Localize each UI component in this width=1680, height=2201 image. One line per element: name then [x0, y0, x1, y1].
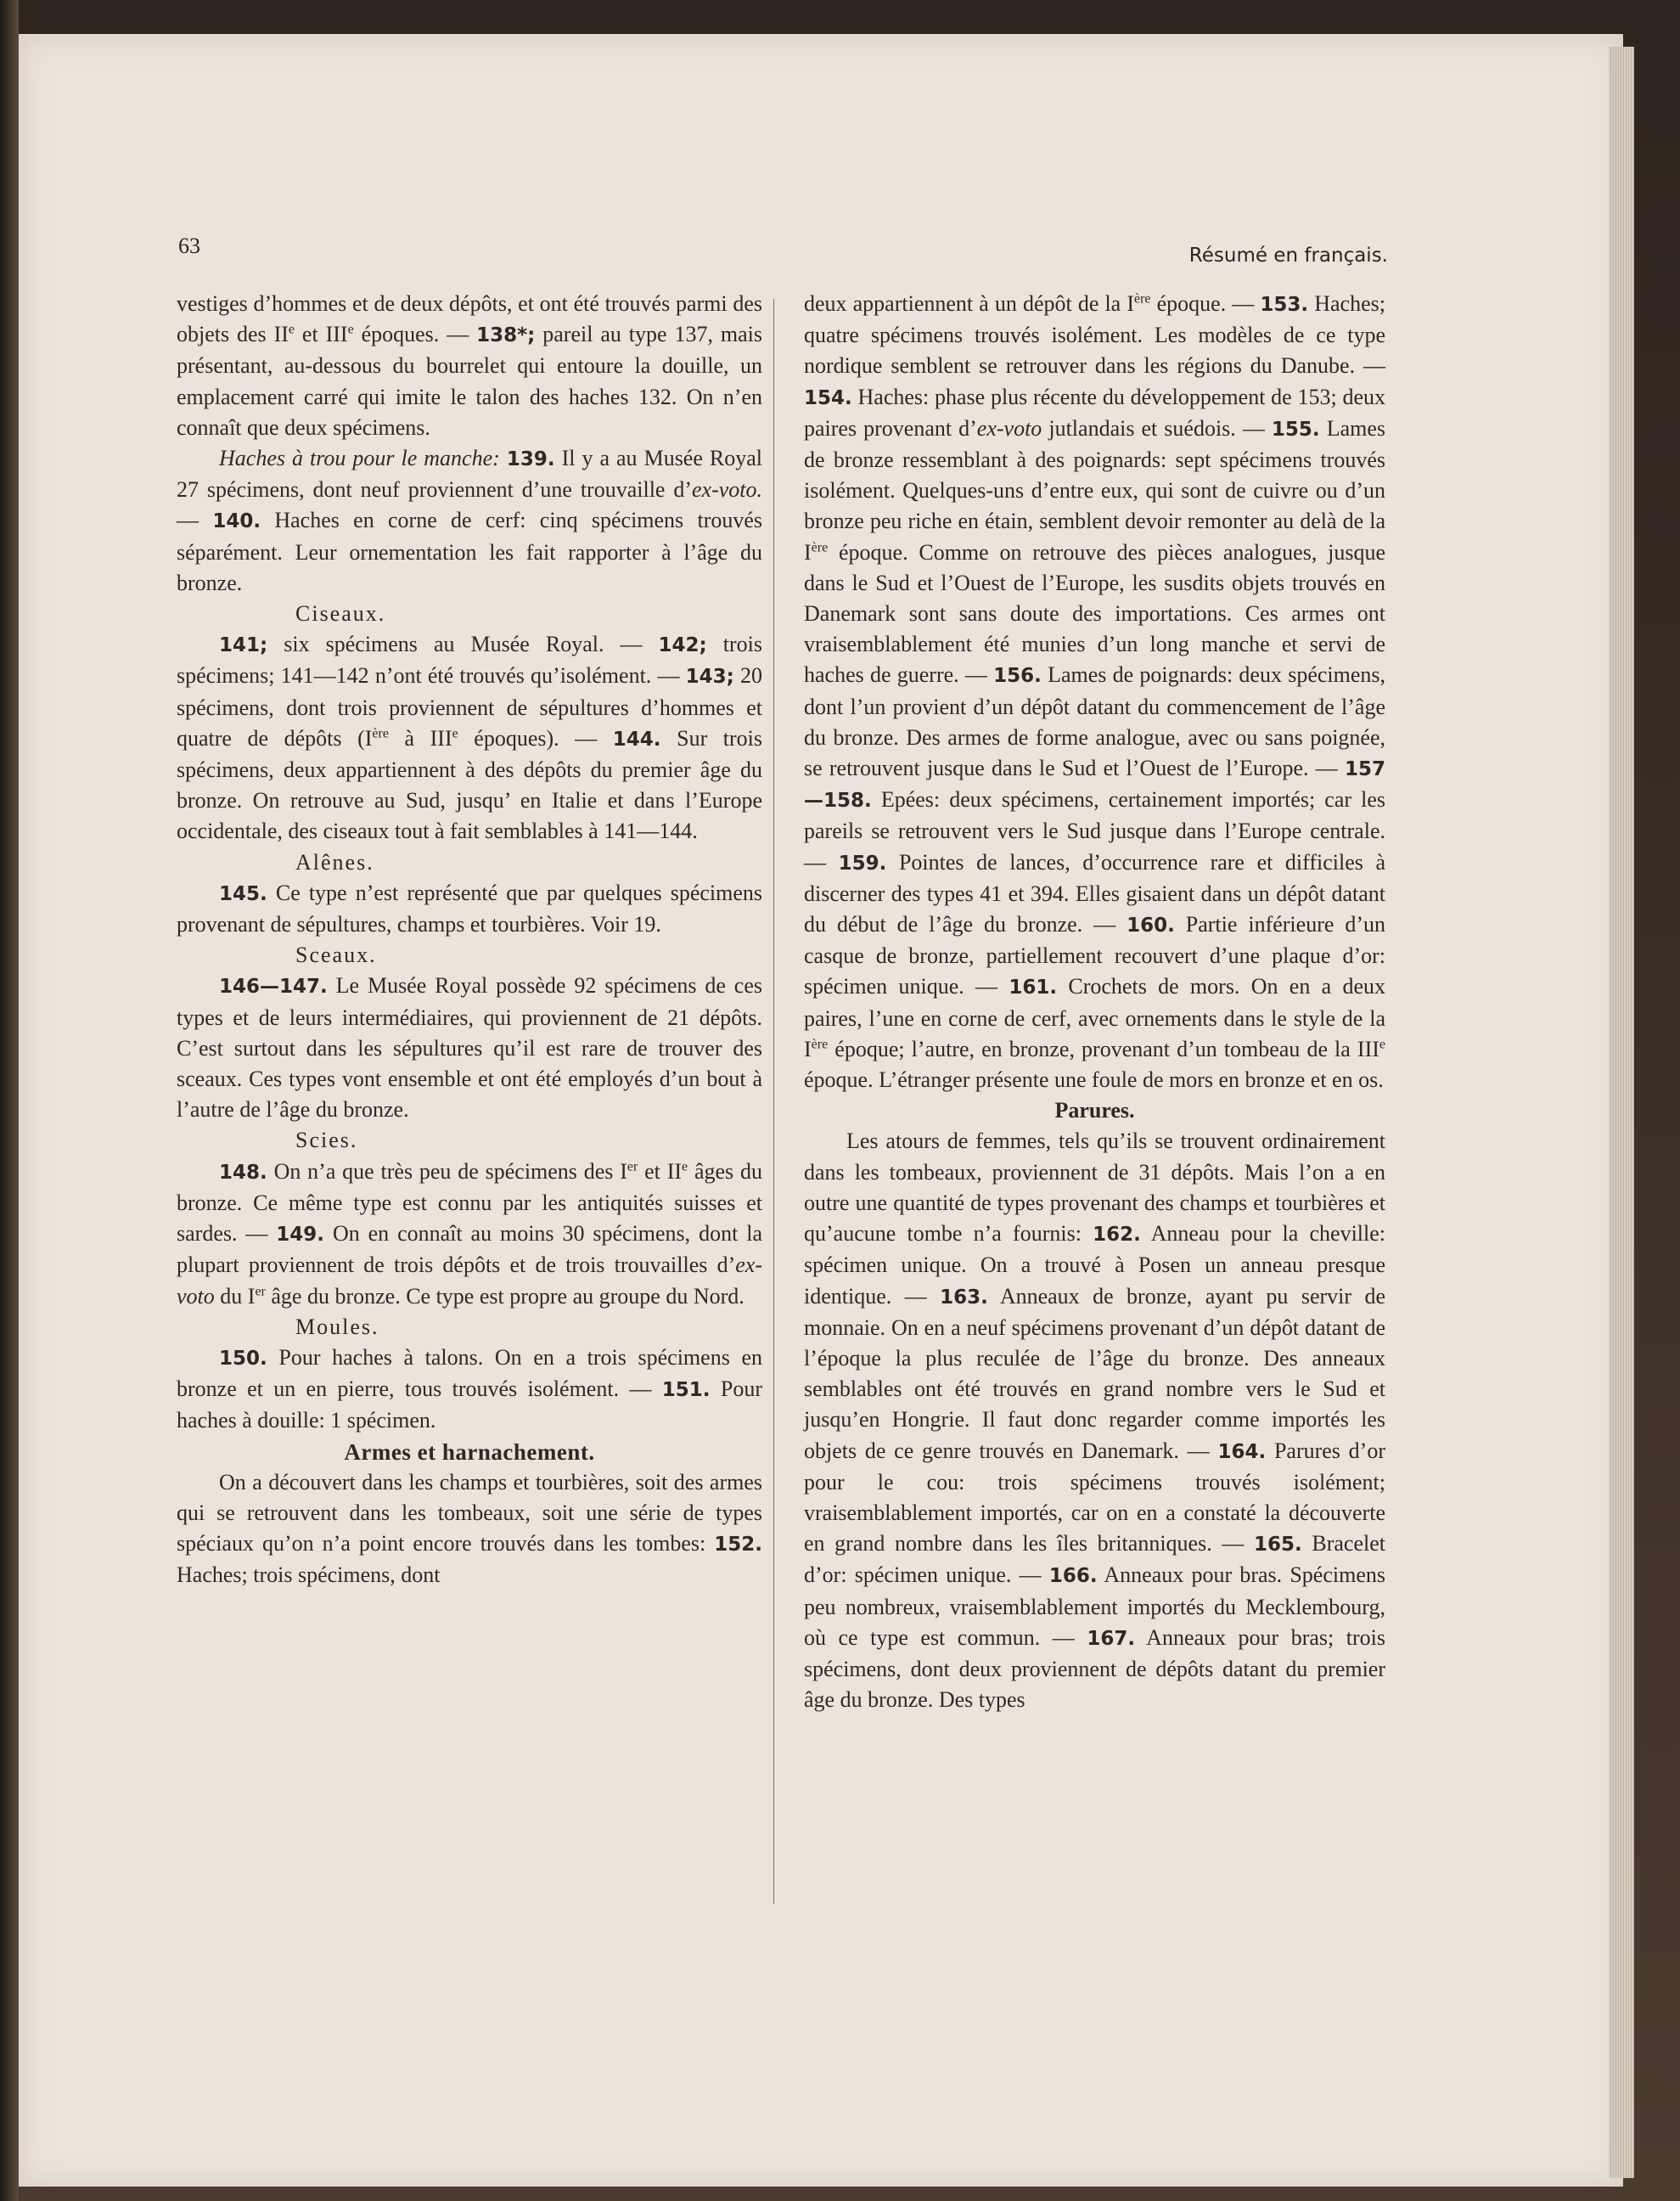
text-run: — — [177, 508, 213, 533]
paragraph — [804, 1126, 1385, 1715]
superscript: ère — [811, 1037, 829, 1052]
text-run: époques. — — [353, 322, 477, 347]
text-run: Sur trois spécimens, deux appartiennent à des dépôts du premier âge du bronze. On retrouve au Sud, jusqu’ en Italie et dans l’Europe occidentale, des ciseaux tout à fait semblables à 141—144. — [177, 725, 763, 844]
text-run: vestiges d’hommes et de deux dépôts, et ont été trouvés parmi des objets des II — [177, 291, 762, 347]
page-stack-edges — [1609, 47, 1634, 2178]
section-heading — [177, 1312, 762, 1343]
superscript: e — [288, 322, 295, 337]
right-column — [804, 289, 1385, 1715]
italic-text: ex-voto — [976, 415, 1042, 441]
item-number: 159. — [838, 852, 887, 875]
paragraph — [177, 289, 762, 443]
text-run: Pour haches à talons. On en a trois spécimens en bronze et un en pierre, tous trouvés isolément. — — [177, 1344, 762, 1402]
text-run: Ciseaux. — [295, 601, 386, 627]
text-run: On a découvert dans les champs et tourbières, soit des armes qui se retrouvent dans les tombeaux, soit une série de types spéciaux qu’on n’a point encore trouvés dans les tombes: — [177, 1469, 762, 1556]
text-run: Alênes. — [295, 849, 374, 875]
text-run: et II — [638, 1158, 683, 1184]
paragraph — [177, 1467, 762, 1591]
superscript: e — [682, 1159, 688, 1174]
item-number: 153. — [1260, 294, 1309, 316]
text-run: époque; l’autre, en bronze, provenant d’un tombeau de la III — [828, 1036, 1379, 1061]
item-number: 152. — [714, 1534, 762, 1556]
text-run: Scies. — [295, 1128, 358, 1153]
section-heading — [177, 847, 762, 878]
item-number: 138*; — [476, 324, 536, 347]
text-run: âges du bronze. Ce même type est connu par les antiquités suisses et sardes. — — [177, 1158, 762, 1247]
item-number: 155. — [1271, 418, 1320, 441]
text-run — [500, 446, 507, 470]
italic-text: ex-voto — [177, 1252, 762, 1309]
text-run: Lames de bronze ressemblant à des poignards: sept spécimens trouvés isolément. Quelques-uns d’entre eux, qui sont de cuivre ou d’un bronze peu riche en étain, semblent devoir remonter au delà de la I — [804, 415, 1386, 565]
text-run: Crochets de mors. On en a deux paires, l’une en corne de cerf, avec ornements dans le style de la I — [804, 974, 1386, 1061]
item-number: 151. — [661, 1379, 711, 1402]
item-number: 148. — [219, 1161, 267, 1184]
left-column — [177, 289, 762, 1591]
item-number: 139. — [506, 448, 555, 471]
text-run: à III — [388, 725, 452, 751]
paragraph — [177, 629, 762, 847]
superscript: ère — [1133, 291, 1151, 307]
text-run: Anneaux pour bras. Spécimens peu nombreux, vraisemblablement importés du Mecklembourg, où ce type est commun. — — [804, 1562, 1385, 1650]
paragraph — [177, 971, 762, 1125]
running-head: Résumé en français. — [1188, 245, 1388, 267]
item-number: 145. — [219, 882, 267, 905]
text-run: Lames de poignards: deux spécimens, dont l’un provient d’un dépôt datant du commencement de l’âge du bronze. Des armes de forme analogue, avec ou sans poignée, se retrouvent jusque dans le Sud et l’Ouest de l’Europe. — — [804, 662, 1385, 781]
text-run: Les atours de femmes, tels qu’ils se trouvent ordinairement dans les tombeaux, proviennent de 31 dépôts. Mais l’on a en outre une quantité de types provenant des champs et tourbières et qu’aucune tombe n’a fournis: — [804, 1129, 1385, 1247]
text-run: jutlandais et suédois. — — [1042, 415, 1272, 441]
item-number: 149. — [276, 1224, 325, 1247]
item-number: 164. — [1217, 1440, 1267, 1463]
superscript: e — [452, 726, 458, 741]
column-rule — [773, 299, 774, 1904]
text-run: époque. — — [1150, 291, 1261, 316]
paragraph — [177, 1343, 762, 1437]
text-run: Haches; trois spécimens, dont — [177, 1562, 441, 1588]
text-run: Anneau pour la cheville: spécimen unique. On a trouvé à Posen un anneau presque identique. — — [804, 1221, 1385, 1309]
text-run: Partie inférieure d’un casque de bronze, partiellement recouvert d’une plaque d’or: spécimen unique. — — [804, 912, 1385, 999]
text-run: Sceaux. — [295, 943, 377, 968]
paragraph — [177, 1157, 762, 1312]
text-run: On n’a que très peu de spécimens des I — [267, 1158, 627, 1184]
text-run: Haches en corne de cerf: cinq spécimens trouvés séparément. Leur ornementation les fait rapporter à l’âge du bronze. — [177, 508, 763, 595]
text-run: Parures. — [1054, 1098, 1135, 1123]
text-run: Epées: deux spécimens, certainement importés; car les pareils se retrouvent vers le Sud jusque dans l’Europe centrale. — — [804, 787, 1385, 875]
text-run: Anneaux pour bras; trois spécimens, dont deux proviennent de dépôts datant du premier âge du bronze. Des types — [804, 1624, 1385, 1713]
superscript: e — [1379, 1037, 1385, 1052]
item-number: 140. — [212, 510, 261, 533]
text-run: époque. Comme on retrouve des pièces analogues, jusque dans le Sud et l’Ouest de l’Europe, les susdits objets trouvés en Danemark sont sans doute des importations. Ces armes ont vraisemblablement été munies d’un long manche et servi de haches de guerre. — — [804, 539, 1385, 688]
item-number: 162. — [1093, 1224, 1141, 1247]
text-run: du I — [214, 1283, 256, 1309]
text-run: Parures d’or pour le cou: trois spécimens trouvés isolément; vraisemblablement importés, car on en a constaté la découverte en grand nombre dans les îles britanniques. — — [804, 1438, 1386, 1556]
text-run: époques). — — [458, 725, 613, 751]
item-number: 163. — [940, 1286, 988, 1309]
text-run: 20 spécimens, dont trois proviennent de sépultures d’hommes et quatre de dépôts (I — [177, 663, 763, 751]
text-run: On en connaît au moins 30 spécimens, dont la plupart proviennent de trois dépôts et de trois trouvailles d’ — [177, 1221, 762, 1278]
text-run: âge du bronze. Ce type est propre au groupe du Nord. — [265, 1283, 744, 1309]
text-run: Il y a au Musée Royal 27 spécimens, dont neuf proviennent d’une trouvaille d’ — [177, 446, 763, 503]
text-run: Le Musée Royal possède 92 spécimens de ces types et de leurs intermédiaires, qui proviennent de 21 dépôts. C’est surtout dans les sépultures qu’il est rare de trouver des sceaux. Ces types vont ensemble et ont été employés d’un bout à l’autre de l’âge du bronze. — [177, 973, 762, 1123]
item-number: 141; — [219, 634, 268, 657]
item-number: 144. — [612, 728, 661, 751]
paragraph — [177, 878, 762, 940]
italic-text: Haches à trou pour le manche: — [219, 446, 500, 471]
text-run: Moules. — [295, 1314, 379, 1339]
section-heading — [177, 599, 762, 629]
section-heading — [804, 1095, 1385, 1126]
item-number: 165. — [1254, 1534, 1302, 1556]
superscript: er — [255, 1283, 266, 1298]
item-number: 154. — [804, 386, 852, 409]
item-number: 157—158. — [804, 758, 1385, 813]
text-run: Pointes de lances, d’occurrence rare et difficiles à discerner des types 41 et 394. Elles gisaient dans un dépôt datant du début de l’âge du bronze. — — [804, 849, 1386, 937]
item-number: 150. — [219, 1347, 267, 1370]
item-number: 143; — [685, 666, 734, 689]
superscript: e — [347, 322, 354, 337]
superscript: er — [626, 1159, 638, 1174]
text-run: et III — [295, 322, 348, 347]
text-run: Armes et harnachement. — [344, 1438, 595, 1465]
italic-text: ex-voto. — [691, 477, 762, 503]
item-number: 156. — [993, 665, 1042, 688]
text-run: Anneaux de bronze, ayant pu servir de monnaie. On en a neuf spécimens provenant d’un dépôt datant de l’époque la plus reculée de l’âge du bronze. Des anneaux semblables ont été trouvés en grand nombre vers le Sud et jusqu’en Hongrie. Il faut donc regarder comme importés les objets de ce genre trouvés en Danemark. — — [804, 1283, 1385, 1463]
superscript: ère — [811, 539, 829, 554]
text-run: Haches; quatre spécimens trouvés isolément. Les modèles de ce type nordique semblent se retrouver dans les régions du Danube. — — [804, 291, 1385, 379]
text-run: Ce type n’est représenté que par quelques spécimens provenant de sépultures, champs et tourbières. Voir 19. — [177, 880, 762, 937]
page-number: 63 — [178, 234, 200, 258]
item-number: 142; — [658, 634, 707, 657]
paragraph — [804, 289, 1385, 1095]
text-run: six spécimens au Musée Royal. — — [267, 632, 659, 657]
text-run: pareil au type 137, mais présentant, au-dessous du bourrelet qui entoure la douille, un emplacement carré qui imite le talon des haches 132. On n’en connaît que deux spécimens. — [177, 322, 762, 440]
item-number: 160. — [1127, 915, 1175, 937]
text-run: deux appartiennent à un dépôt de la I — [804, 291, 1134, 316]
section-heading — [177, 1437, 762, 1467]
book-binding-edge — [0, 0, 19, 2201]
item-number: 167. — [1087, 1627, 1136, 1650]
text-run: époque. L’étranger présente une foule de mors en bronze et en os. — [804, 1067, 1384, 1093]
section-heading — [177, 940, 762, 971]
item-number: 166. — [1048, 1565, 1098, 1588]
item-number: 146—147. — [219, 976, 328, 999]
section-heading — [177, 1125, 762, 1156]
text-run: Pour haches à douille: 1 spécimen. — [177, 1376, 762, 1433]
text-run: Bracelet d’or: spécimen unique. — — [804, 1531, 1386, 1588]
paragraph — [177, 443, 762, 599]
text-run: Haches: phase plus récente du développement de 153; deux paires provenant d’ — [804, 384, 1385, 441]
item-number: 161. — [1009, 977, 1058, 999]
superscript: ère — [372, 726, 389, 741]
text-run: trois spécimens; 141—142 n’ont été trouvés qu’isolément. — — [177, 632, 763, 689]
